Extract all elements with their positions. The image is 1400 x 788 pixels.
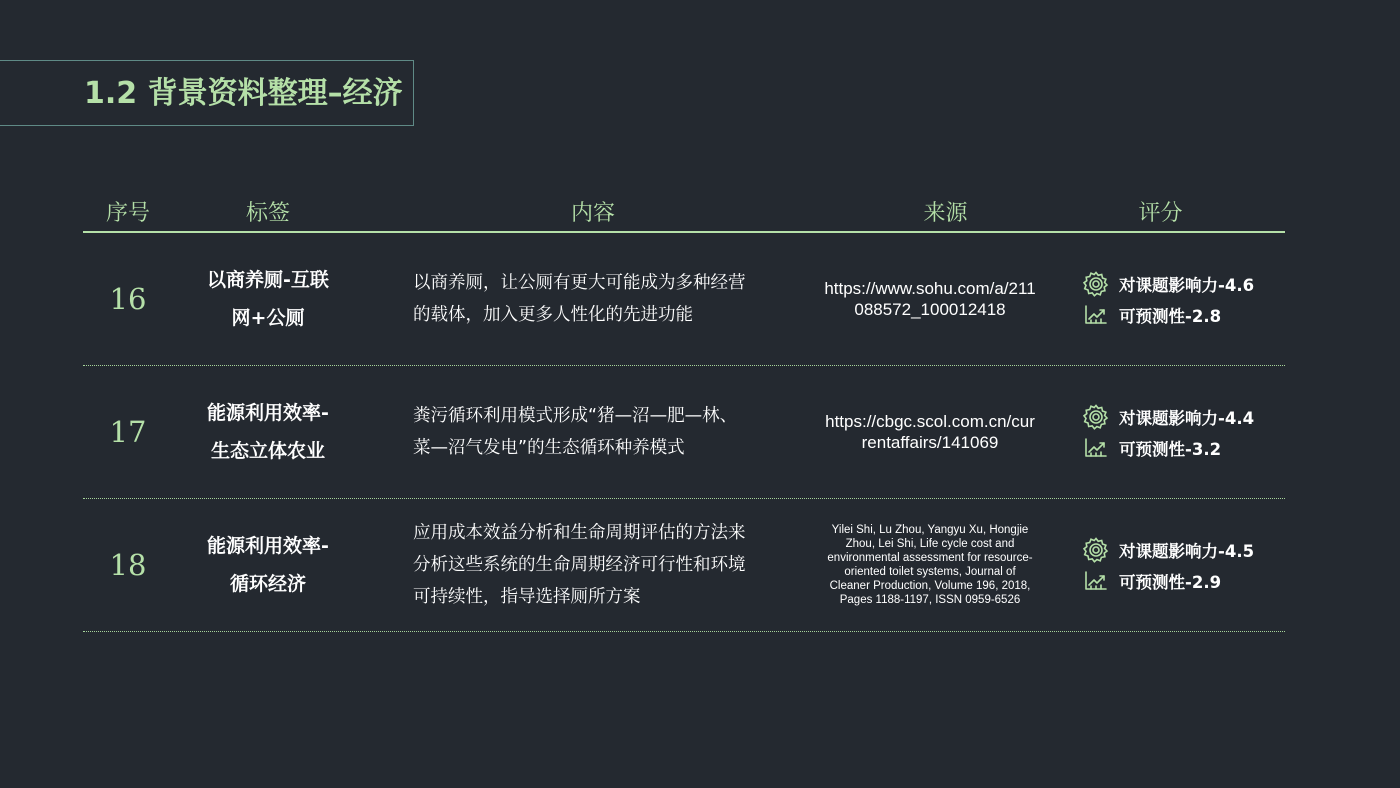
predict-score: [1083, 432, 1221, 463]
predict-label: 可预测性-2.8: [1119, 306, 1222, 326]
impact-score: [1083, 401, 1254, 432]
predict-score: [1083, 565, 1221, 596]
gear-icon: [1083, 404, 1109, 430]
row-number: 16: [109, 282, 147, 316]
gear-icon: [1083, 537, 1109, 563]
table-row: [83, 499, 1285, 632]
content-line: 应用成本效益分析和生命周期评估的方法来: [413, 523, 746, 543]
predict-score: [1083, 299, 1221, 330]
impact-score: [1083, 268, 1254, 299]
table-row: [83, 233, 1285, 366]
title-box: [0, 60, 414, 126]
header-source: 来源: [923, 201, 968, 226]
content-line: 粪污循环利用模式形成“猪—沼—肥—林、: [413, 406, 738, 426]
content-line: 可持续性，指导选择厕所方案: [413, 587, 641, 607]
gear-icon: [1083, 271, 1109, 297]
tag-line: 网+公厕: [231, 307, 305, 329]
tag-line: 能源利用效率-: [207, 535, 329, 557]
row-number: 18: [109, 548, 147, 582]
source-link[interactable]: https://www.sohu.com/a/211088572_100012418: [824, 279, 1036, 319]
row-source: [823, 499, 1037, 631]
impact-score: [1083, 534, 1254, 565]
content-line: 以商养厕，让公厕有更大可能成为多种经营: [413, 273, 746, 293]
row-score: [1083, 366, 1283, 498]
row-source: [823, 366, 1037, 498]
header-content: 内容: [570, 201, 615, 226]
predict-label: 可预测性-2.9: [1119, 572, 1222, 592]
trend-chart-icon: [1083, 437, 1109, 459]
row-tag: [173, 499, 363, 631]
content-line: 菜—沼气发电”的生态循环种养模式: [413, 438, 685, 458]
content-line: 分析这些系统的生命周期经济可行性和环境: [413, 555, 746, 575]
tag-line: 生态立体农业: [210, 440, 325, 462]
row-number: 17: [109, 415, 147, 449]
table-header: [83, 196, 1285, 233]
row-score: [1083, 233, 1283, 365]
page-title: 1.2 背景资料整理–经济: [84, 76, 403, 111]
row-content: [413, 233, 793, 365]
header-score: 评分: [1138, 201, 1183, 226]
impact-label: 对课题影响力-4.5: [1119, 541, 1255, 561]
impact-label: 对课题影响力-4.6: [1119, 275, 1255, 295]
source-link[interactable]: https://cbgc.scol.com.cn/currentaffairs/141069: [825, 412, 1035, 452]
content-line: 的载体，加入更多人性化的先进功能: [413, 305, 693, 325]
data-table: [83, 196, 1285, 632]
trend-chart-icon: [1083, 570, 1109, 592]
row-content: [413, 366, 793, 498]
impact-label: 对课题影响力-4.4: [1119, 408, 1255, 428]
tag-line: 循环经济: [229, 573, 306, 595]
source-citation: Yilei Shi, Lu Zhou, Yangyu Xu, Hongjie Zhou, Lei Shi, Life cycle cost and environmental assessment for resource-oriented toilet systems, Journal of Cleaner Production, Volume 196, 2018, Pages 1188-1197, ISSN 0959-6526: [827, 524, 1033, 606]
header-tag: 标签: [245, 201, 290, 226]
tag-line: 能源利用效率-: [207, 402, 329, 424]
row-source: [823, 233, 1037, 365]
trend-chart-icon: [1083, 304, 1109, 326]
tag-line: 以商养厕-互联: [207, 269, 329, 291]
header-num: 序号: [105, 201, 150, 226]
predict-label: 可预测性-3.2: [1119, 439, 1222, 459]
row-score: [1083, 499, 1283, 631]
row-tag: [173, 366, 363, 498]
row-content: [413, 499, 793, 631]
row-tag: [173, 233, 363, 365]
table-row: [83, 366, 1285, 499]
